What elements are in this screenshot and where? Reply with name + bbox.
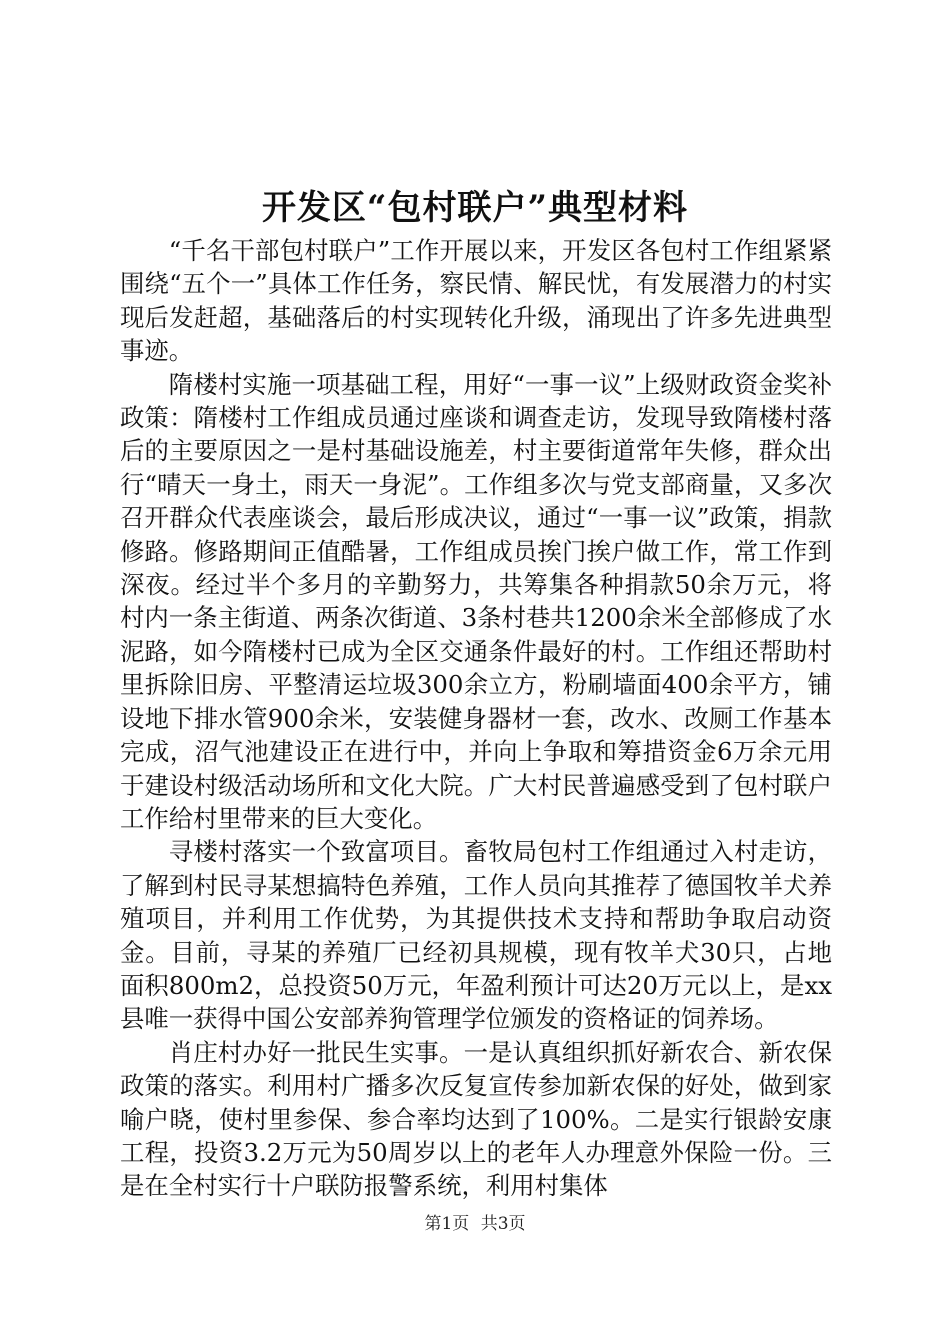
paragraph-xunlou-village: 寻楼村落实一个致富项目。畜牧局包村工作组通过入村走访，了解到村民寻某想搞特色养殖，工作人员向其推荐了德国牧羊犬养殖项目，并利用工作优势，为其提供技术支持和帮助争取启动资金。目前，寻某的养殖厂已经初具规模，现有牧羊犬30只，占地面积800m2，总投资50万元，年盈利预计可达20万元以上，是xx县唯一获得中国公安部养狗管理学位颁发的资格证的饲养场。 bbox=[120, 837, 832, 1034]
document-body bbox=[120, 234, 832, 1203]
paragraph-intro: “千名干部包村联户”工作开展以来，开发区各包村工作组紧紧围绕“五个一”具体工作任务，察民情、解民忧，有发展潜力的村实现后发赶超，基础落后的村实现转化升级，涌现出了许多先进典型事迹。 bbox=[120, 236, 832, 366]
page-total: 共3页 bbox=[480, 1214, 526, 1234]
document-title: 开发区“包村联户”典型材料 bbox=[261, 188, 689, 228]
paragraph-xiaozhuang-village: 肖庄村办好一批民生实事。一是认真组织抓好新农合、新农保政策的落实。利用村广播多次反复宣传参加新农保的好处，做到家喻户晓，使村里参保、参合率均达到了100%。二是实行银龄安康工程，投资3.2万元为50周岁以上的老年人办理意外保险一份。三是在全村实行十户联防报警系统，利用村集体 bbox=[120, 1037, 832, 1201]
paragraph-suilou-village: 隋楼村实施一项基础工程，用好“一事一议”上级财政资金奖补政策：隋楼村工作组成员通过座谈和调查走访，发现导致隋楼村落后的主要原因之一是村基础设施差，村主要街道常年失修，群众出行“晴天一身土，雨天一身泥”。工作组多次与党支部商量，又多次召开群众代表座谈会，最后形成决议，通过“一事一议”政策，捐款修路。修路期间正值酷暑，工作组成员挨门挨户做工作，常工作到深夜。经过半个多月的辛勤努力，共筹集各种捐款50余万元，将村内一条主街道、两条次街道、3条村巷共1200余米全部修成了水泥路，如今隋楼村已成为全区交通条件最好的村。工作组还帮助村里拆除旧房、平整清运垃圾300余立方，粉刷墙面400余平方，铺设地下排水管900余米，安装健身器材一套，改水、改厕工作基本完成，沼气池建设正在进行中，并向上争取和筹措资金6万余元用于建设村级活动场所和文化大院。广大村民普遍感受到了包村联户工作给村里带来的巨大变化。 bbox=[120, 369, 832, 833]
page-footer bbox=[0, 1212, 950, 1236]
page-number: 第1页 bbox=[424, 1214, 470, 1234]
